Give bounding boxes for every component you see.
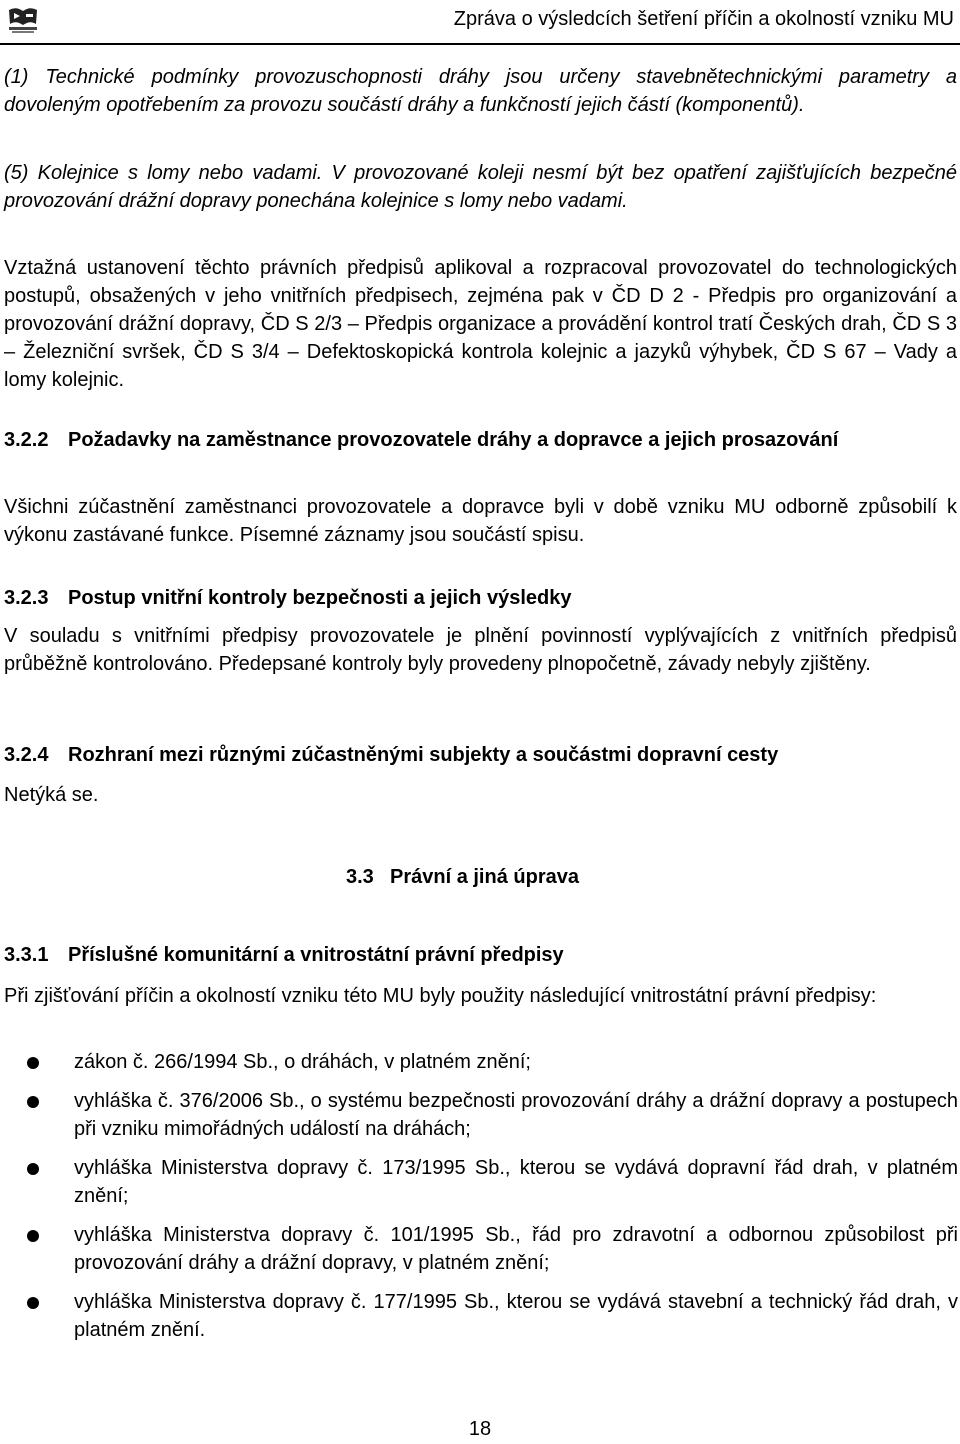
bullet-icon (27, 1096, 39, 1108)
bullet-icon (27, 1163, 39, 1175)
list-item-text: vyhláška Ministerstva dopravy č. 173/1995 Sb., kterou se vydává dopravní řád drah, v platném znění; (74, 1157, 958, 1207)
paragraph-legal-intro: Při zjišťování příčin a okolností vzniku této MU byly použity následující vnitrostátní právní předpisy: (4, 985, 877, 1007)
list-item-text: vyhláška Ministerstva dopravy č. 101/1995 Sb., řád pro zdravotní a odbornou způsobilost při provozování dráhy a drážní dopravy, v platném znění; (74, 1224, 958, 1274)
bullet-icon (27, 1297, 39, 1309)
section-title: Příslušné komunitární a vnitrostátní právní předpisy (68, 944, 564, 966)
paragraph-not-applicable: Netýká se. (4, 784, 99, 806)
paragraph-regulations: Vztažná ustanovení těchto právních předpisů aplikoval a rozpracoval provozovatel do technologických postupů, obsažených v jeho vnitřních předpisech, zejména pak v ČD D 2 - Předpis pro organizování a provozování drážní dopravy, ČD S 2/3 – Předpis organizace a provádění kontrol tratí Českých drah, ČD S 3 – Železniční svršek, ČD S 3/4 – Defektoskopická kontrola kolejnic a jazyků výhybek, ČD S 67 – Vady a lomy kolejnic. (4, 257, 957, 391)
list-item-text: zákon č. 266/1994 Sb., o dráhách, v platném znění; (74, 1051, 531, 1073)
organization-logo-icon (6, 4, 40, 34)
paragraph-rail-defects: (5) Kolejnice s lomy nebo vadami. V provozované koleji nesmí být bez opatření zajišťujících bezpečné provozování drážní dopravy ponechána kolejnice s lomy nebo vadami. (4, 162, 957, 212)
paragraph-technical-conditions: (1) Technické podmínky provozuschopnosti dráhy jsou určeny stavebnětechnickými parametry a dovoleným opotřebením za provozu součástí dráhy a funkčností jejich částí (komponentů). (4, 66, 957, 116)
section-title: Postup vnitřní kontroly bezpečnosti a jejich výsledky (68, 587, 572, 609)
section-title: Rozhraní mezi různými zúčastněnými subjekty a součástmi dopravní cesty (68, 744, 779, 766)
section-number: 3.2.2 (4, 429, 49, 451)
paragraph-internal-control: V souladu s vnitřními předpisy provozovatele je plnění povinností vyplývajících z vnitřních předpisů průběžně kontrolováno. Předepsané kontroly byly provedeny plnopočetně, závady nebyly zjištěny. (4, 625, 957, 675)
header-divider (0, 43, 960, 45)
section-number: 3.3 (346, 866, 374, 888)
section-number: 3.3.1 (4, 944, 49, 966)
header-title: Zpráva o výsledcích šetření příčin a okolností vzniku MU (453, 8, 954, 30)
paragraph-employees: Všichni zúčastnění zaměstnanci provozovatele a dopravce byli v době vzniku MU odborně způsobilí k výkonu zastávané funkce. Písemné záznamy jsou součástí spisu. (4, 496, 957, 546)
page-number: 18 (468, 1418, 492, 1440)
bullet-icon (27, 1230, 39, 1242)
bullet-icon (27, 1057, 39, 1069)
section-number: 3.2.3 (4, 587, 49, 609)
page-header (0, 0, 960, 44)
list-item-text: vyhláška č. 376/2006 Sb., o systému bezpečnosti provozování dráhy a drážní dopravy a postupech při vzniku mimořádných událostí na dráhách; (74, 1090, 958, 1140)
section-number: 3.2.4 (4, 744, 49, 766)
section-heading-3-2-2 (4, 426, 904, 454)
section-title: Požadavky na zaměstnance provozovatele dráhy a dopravce a jejich prosazování (68, 429, 839, 451)
section-title: Právní a jiná úprava (390, 866, 579, 888)
list-item-text: vyhláška Ministerstva dopravy č. 177/1995 Sb., kterou se vydává stavební a technický řád drah, v platném znění. (74, 1291, 958, 1341)
